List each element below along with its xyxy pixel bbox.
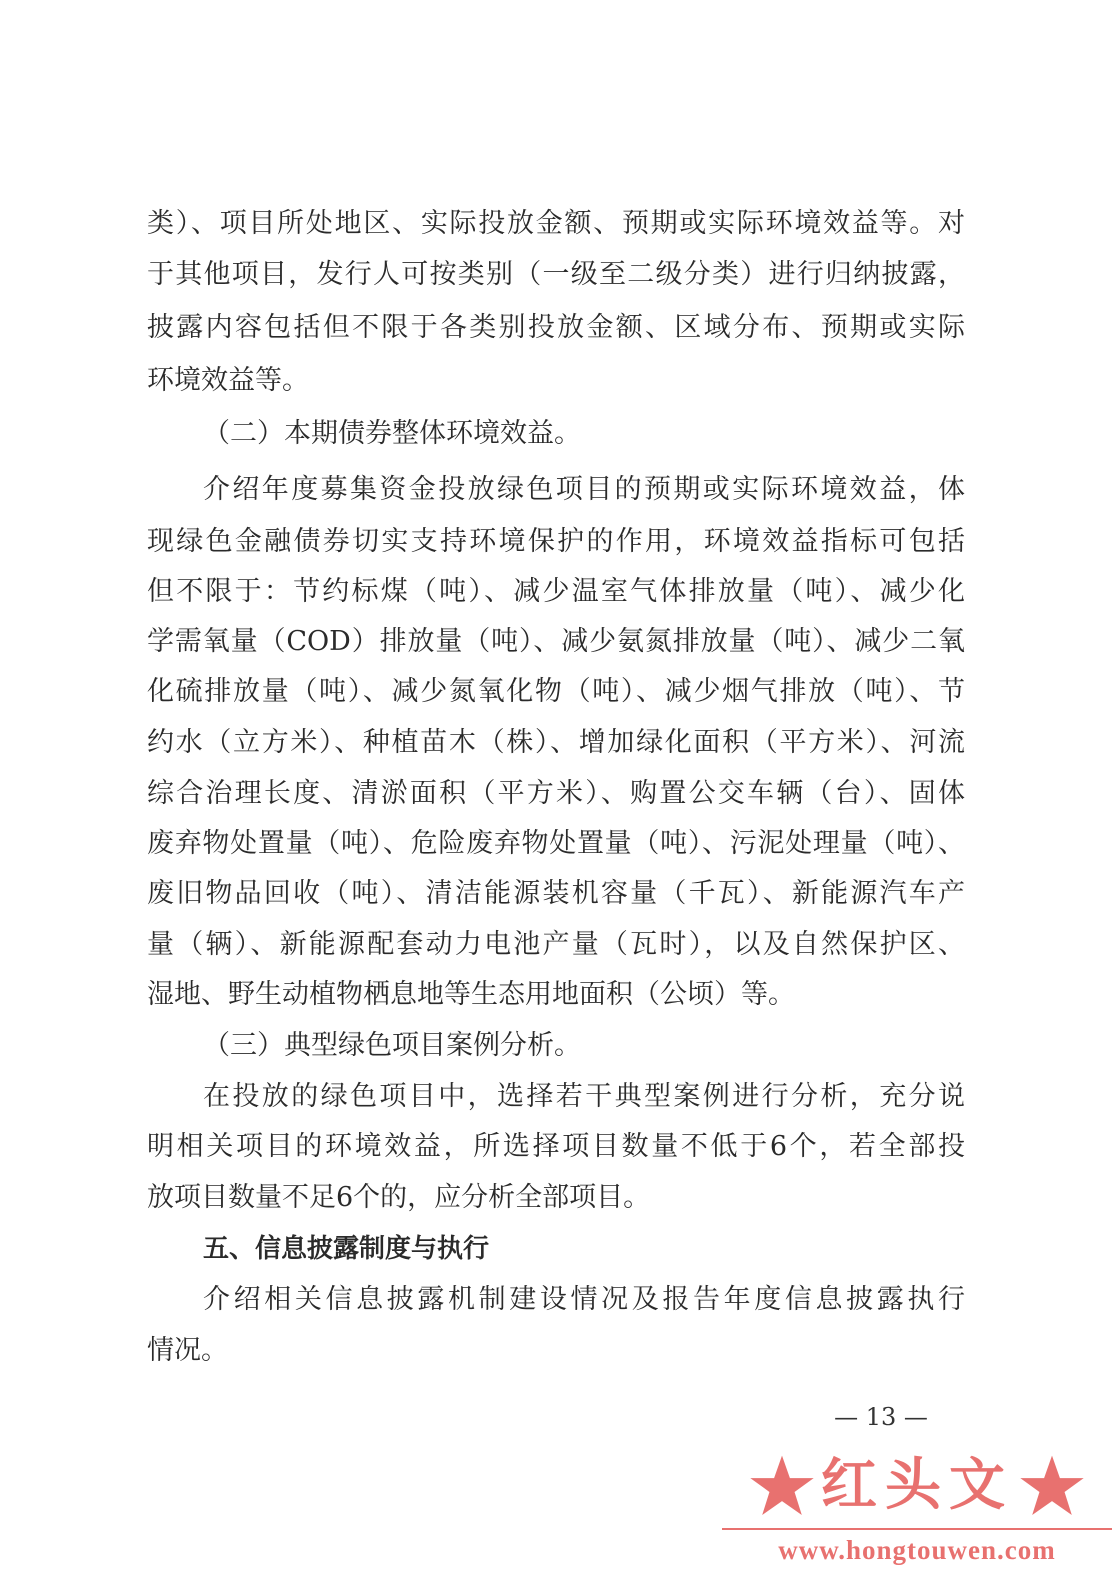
body-text-line: 介绍相关信息披露机制建设情况及报告年度信息披露执行 (203, 1284, 965, 1315)
body-text-line: 环境效益等。 (147, 365, 309, 396)
star-icon (749, 1453, 815, 1519)
body-text-line: 在投放的绿色项目中，选择若干典型案例进行分析，充分说 (203, 1081, 965, 1112)
watermark-title (722, 1446, 1112, 1526)
body-text-line: 废旧物品回收（吨）、清洁能源装机容量（千瓦）、新能源汽车产 (147, 878, 965, 909)
body-text-line: 披露内容包括但不限于各类别投放金额、区域分布、预期或实际 (147, 312, 965, 343)
body-text-line: 约水（立方米）、种植苗木（株）、增加绿化面积（平方米）、河流 (147, 727, 965, 758)
body-text-line: 量（辆）、新能源配套动力电池产量（瓦时），以及自然保护区、 (147, 929, 965, 960)
star-icon (1019, 1453, 1085, 1519)
page-number: — 13 — (834, 1403, 928, 1431)
body-text-line: 学需氧量（COD）排放量（吨）、减少氨氮排放量（吨）、减少二氧 (147, 626, 965, 657)
body-text-line: 废弃物处置量（吨）、危险废弃物处置量（吨）、污泥处理量（吨）、 (147, 828, 965, 859)
chapter-heading-5: 五、信息披露制度与执行 (203, 1234, 490, 1264)
watermark-url: www.hongtouwen.com (778, 1535, 1056, 1565)
body-text-line: 介绍年度募集资金投放绿色项目的预期或实际环境效益，体 (203, 474, 965, 505)
body-text-line: 放项目数量不足6个的，应分析全部项目。 (147, 1182, 651, 1213)
body-text-line: 类）、项目所处地区、实际投放金额、预期或实际环境效益等。对 (147, 208, 965, 239)
watermark-title-text: 红头文 (821, 1453, 1013, 1518)
section-heading-3: （三）典型绿色项目案例分析。 (203, 1030, 581, 1061)
body-text-line: 于其他项目，发行人可按类别（一级至二级分类）进行归纳披露， (147, 259, 965, 290)
body-text-line: 湿地、野生动植物栖息地等生态用地面积（公顷）等。 (147, 979, 795, 1010)
watermark (722, 1446, 1112, 1576)
body-text-line: 综合治理长度、清淤面积（平方米）、购置公交车辆（台）、固体 (147, 778, 965, 809)
body-text-line: 情况。 (147, 1335, 228, 1366)
section-heading-2: （二）本期债券整体环境效益。 (203, 418, 581, 449)
body-text-line: 现绿色金融债券切实支持环境保护的作用，环境效益指标可包括 (147, 526, 965, 557)
body-text-line: 但不限于：节约标煤（吨）、减少温室气体排放量（吨）、减少化 (147, 576, 965, 607)
body-text-line: 明相关项目的环境效益，所选择项目数量不低于6个，若全部投 (147, 1131, 965, 1162)
watermark-divider (722, 1528, 1112, 1530)
body-text-line: 化硫排放量（吨）、减少氮氧化物（吨）、减少烟气排放（吨）、节 (147, 676, 965, 707)
